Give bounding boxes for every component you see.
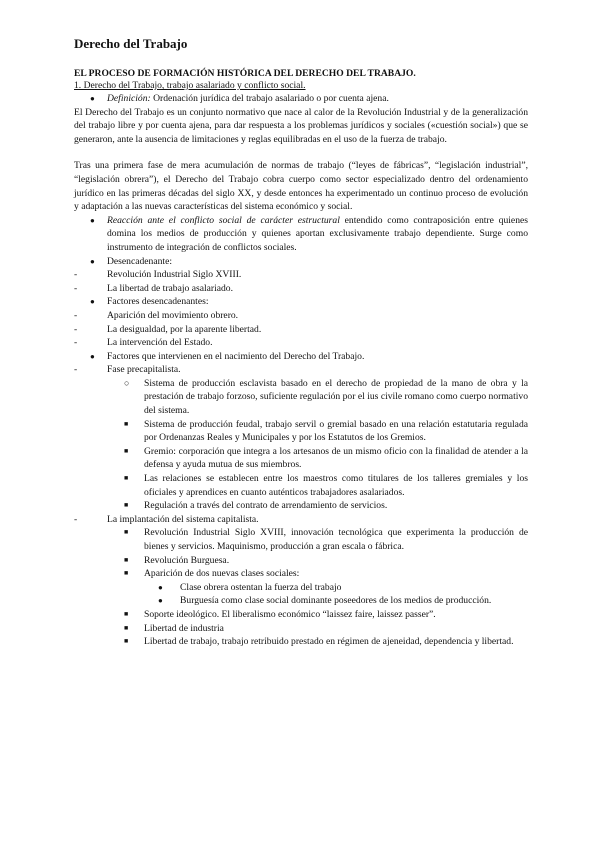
item-text: Revolución Burguesa. [144,554,230,566]
list-item [74,323,528,337]
item-text: La desigualdad, por la aparente libertad. [107,323,262,335]
list-item [74,554,528,568]
item-text: La implantación del sistema capitalista. [107,513,259,525]
list-item [74,445,528,472]
square-marker: ■ [124,623,129,632]
list-item [74,309,528,323]
intro-paragraph: El Derecho del Trabajo es un conjunto normativo que nace al calor de la Revolución Industrial y de la generalización del trabajo libre y por cuenta ajena, para dar respuesta a los problemas jurídicos y sociales («cuestión social») que se generaron, ante la ausencia de limitaciones y reglas equilibradas en el uso de la fuerza de trabajo. [74,106,528,145]
list-item [74,567,528,581]
square-marker: ■ [124,528,129,537]
list-item [74,295,528,309]
subsection-heading: 1. Derecho del Trabajo, trabajo asalariado y conflicto social. [74,80,306,91]
document-title: Derecho del Trabajo [74,36,188,51]
bullet-dot: ● [90,256,95,266]
bullet-dot: ● [158,582,163,592]
bullet-dot: ● [90,94,95,103]
list-item [74,635,528,649]
square-marker: ■ [124,609,129,618]
item-text: Clase obrera ostentan la fuerza del trabajo [180,581,342,593]
item-text: Burguesía como clase social dominante poseedores de los medios de producción. [180,595,492,607]
item-text: Soporte ideológico. El liberalismo económico “laissez faire, laissez passer”. [144,608,436,620]
item-text: Revolución Industrial Siglo XVIII. [107,269,242,281]
item-text: Libertad de trabajo, trabajo retribuido prestado en régimen de ajeneidad, dependencia y libertad. [144,636,514,648]
square-marker: ■ [124,501,129,510]
list-item [74,336,528,350]
item-text: Desencadenante: [107,255,172,267]
bullet-dot: ● [90,215,95,225]
circle-marker: ○ [124,377,130,388]
definition-item [74,92,528,106]
square-marker: ■ [124,446,129,455]
list-item [74,214,528,255]
item-text: La libertad de trabajo asalariado. [107,282,233,294]
dash-marker: - [74,513,78,525]
list-item [74,513,528,527]
dash-marker: - [74,323,78,335]
item-text: Las relaciones se establecen entre los maestros como titulares de los talleres gremiales y los oficiales y aprendices en cuanto auténticos trabajadores asalariados. [144,473,528,498]
dash-marker: - [74,282,78,294]
reaction-label: Reacción ante el conflicto social de carácter estructural [107,214,340,226]
bullet-dot: ● [90,297,95,307]
list-item [74,608,528,622]
item-text: Aparición de dos nuevas clases sociales: [144,568,300,580]
list-item [74,255,528,269]
item-text: Factores desencadenantes: [107,296,209,308]
item-text: La intervención del Estado. [107,337,213,349]
item-text: Libertad de industria [144,622,224,634]
definition-text: Ordenación jurídica del trabajo asalariado o por cuenta ajena. [153,93,389,104]
square-marker: ■ [124,419,129,428]
item-text: Sistema de producción esclavista basado en el derecho de propiedad de la mano de obra y la prestación de trabajo forzoso, suficiente regulación por el ius civile romano como cuerpo normativo del sistema. [144,377,528,417]
dash-marker: - [74,364,78,376]
list-item [74,581,528,595]
list-item [74,418,528,445]
item-text: Regulación a través del contrato de arrendamiento de servicios. [144,500,388,512]
square-marker: ■ [124,569,129,578]
definition-label: Definición: [107,93,151,104]
bullet-dot: ● [90,351,95,361]
list-item [74,622,528,636]
list-item [74,377,528,418]
list-item [74,350,528,364]
item-text: Aparición del movimiento obrero. [107,309,239,321]
list-item [74,282,528,296]
square-marker: ■ [124,555,129,564]
square-marker: ■ [124,474,129,483]
history-paragraph: Tras una primera fase de mera acumulación de normas de trabajo (“leyes de fábricas”, “legislación industrial”, “legislación obrera”), el Derecho del Trabajo cobra cuerpo como sector especializado dentro del ordenamiento jurídico en las primeras décadas del siglo XX, y desde entonces ha experimentado un continuo proceso de evolución y adaptación a las nuevas características del sistema económico y social. [74,160,528,213]
list-item [74,472,528,499]
item-text: Sistema de producción feudal, trabajo servil o gremial basado en una relación estatutaria regulada por Ordenanzas Reales y Municipales y por los Estatutos de los Gremios. [144,418,528,444]
item-text: Gremio: corporación que integra a los artesanos de un mismo oficio con la finalidad de atender a la defensa y ayuda mutua de sus miembros. [144,445,528,471]
bullet-dot: ● [158,596,163,606]
dash-marker: - [74,337,78,349]
item-text: Revolución Industrial Siglo XVIII, innovación tecnológica que experimenta la producción de bienes y servicios. Maquinismo, producción a gran escala o fábrica. [144,527,528,552]
list-item [74,594,528,608]
list-item [74,268,528,282]
reaction-text: entendido como contraposición entre quienes domina los medios de producción y quienes aportan exclusivamente trabajo dependiente. Surge como instrumento de integración de conflictos sociales. [107,214,528,253]
item-text: Factores que intervienen en el nacimiento del Derecho del Trabajo. [107,350,365,362]
section-heading: EL PROCESO DE FORMACIÓN HISTÓRICA DEL DERECHO DEL TRABAJO. [74,68,416,79]
list-item [74,499,528,513]
dash-marker: - [74,269,78,281]
item-text: Fase precapitalista. [107,364,181,376]
square-marker: ■ [124,637,129,646]
dash-marker: - [74,309,78,321]
list-item [74,526,528,553]
list-item [74,363,528,377]
